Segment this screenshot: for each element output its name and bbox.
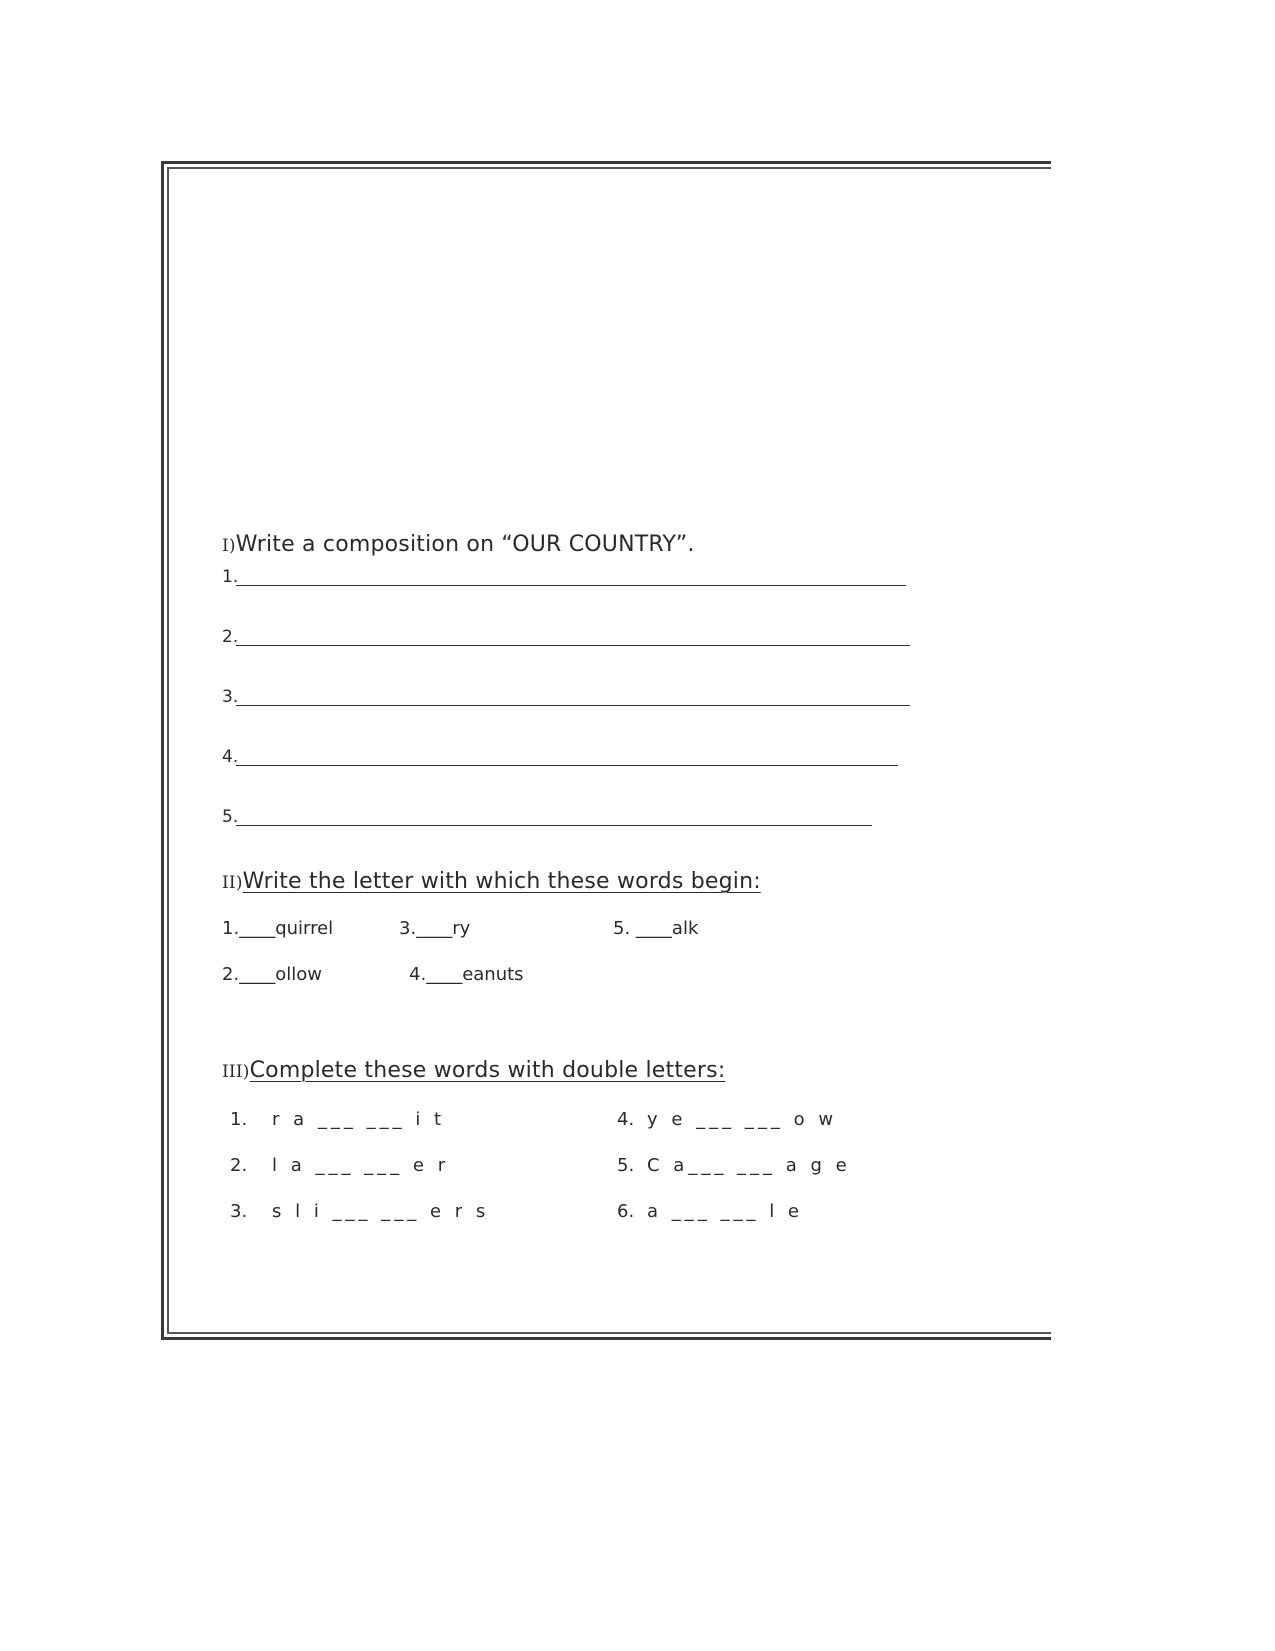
begin-letter-item-1[interactable] [222,918,333,939]
word-stem: alk [671,918,699,939]
double-letter-number-5: 5. [617,1155,635,1176]
word-stem: ry [452,918,471,939]
item-number: 3. [399,918,417,939]
section-1-instruction: Write a composition on “OUR COUNTRY”. [235,532,695,557]
section-2-roman: II) [222,873,243,893]
composition-line-2[interactable] [236,645,910,646]
begin-letter-item-4[interactable] [409,964,524,985]
item-number: 2. [222,964,240,985]
answer-blank[interactable]: ____ [239,964,276,985]
double-letter-word-3[interactable]: s l i ___ ___ e r s [272,1201,490,1222]
section-2-instruction: Write the letter with which these words begin: [242,869,761,894]
answer-blank[interactable]: ____ [239,918,276,939]
composition-line-3[interactable] [236,705,910,706]
composition-line-2-number: 2. [222,627,239,647]
composition-line-4[interactable] [236,765,898,766]
double-letter-number-1: 1. [230,1109,248,1130]
begin-letter-item-2[interactable] [222,964,322,985]
double-letter-word-4[interactable]: y e ___ ___ o w [647,1109,838,1130]
word-stem: ollow [275,964,322,985]
section-3-heading [222,1058,725,1083]
section-3-instruction: Complete these words with double letters: [249,1058,726,1083]
composition-line-3-number: 3. [222,687,239,707]
item-number: 5. [613,918,631,939]
begin-letter-item-5[interactable] [613,918,698,939]
double-letter-word-5[interactable]: C a___ ___ a g e [647,1155,851,1176]
composition-line-4-number: 4. [222,747,239,767]
word-stem: quirrel [275,918,334,939]
double-letter-word-6[interactable]: a ___ ___ l e [647,1201,803,1222]
item-number: 1. [222,918,240,939]
answer-blank[interactable]: ____ [416,918,453,939]
composition-line-5[interactable] [236,825,872,826]
composition-line-1-number: 1. [222,567,239,587]
double-letter-number-6: 6. [617,1201,635,1222]
double-letter-word-1[interactable]: r a ___ ___ i t [272,1109,446,1130]
double-letter-number-3: 3. [230,1201,248,1222]
answer-blank[interactable]: ____ [426,964,463,985]
answer-blank[interactable]: ____ [635,918,672,939]
word-stem: eanuts [462,964,524,985]
section-1-roman: I) [222,536,236,556]
double-letter-number-4: 4. [617,1109,635,1130]
composition-line-1[interactable] [236,585,906,586]
double-letter-word-2[interactable]: l a ___ ___ e r [272,1155,450,1176]
section-2-heading [222,869,761,894]
item-number: 4. [409,964,427,985]
section-3-roman: III) [222,1062,250,1082]
begin-letter-item-3[interactable] [399,918,470,939]
double-letter-number-2: 2. [230,1155,248,1176]
section-1-heading [222,532,695,557]
composition-line-5-number: 5. [222,807,239,827]
